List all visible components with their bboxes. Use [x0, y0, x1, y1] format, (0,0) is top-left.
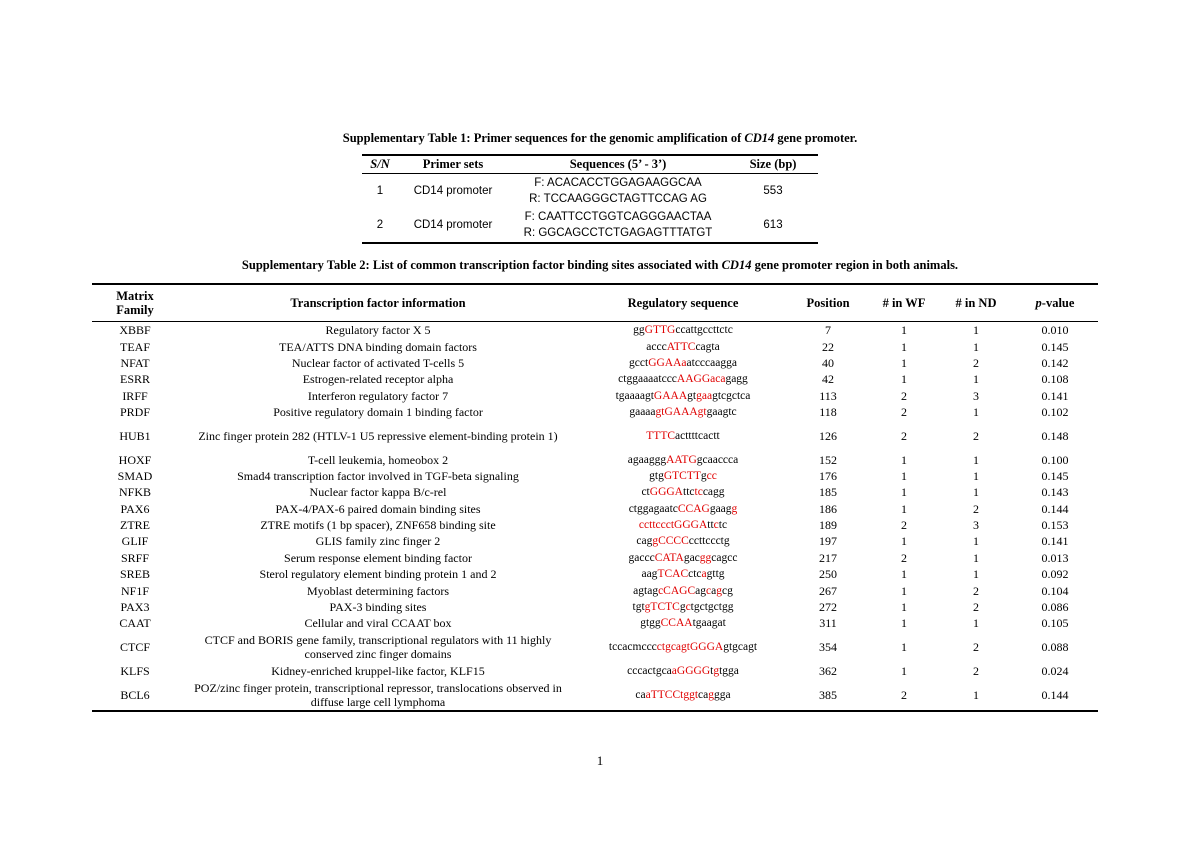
forward-primer: F: CAATTCCTGGTCAGGGAACTAA: [524, 211, 712, 223]
tf-information: Serum response element binding factor: [284, 550, 472, 565]
tfbs-row: [92, 582, 1098, 598]
header-nd: # in ND: [940, 284, 1012, 322]
p-value: 0.104: [1041, 583, 1069, 598]
sequence-core-segment: aGGGG: [671, 664, 711, 677]
sequence-core-segment: gg: [699, 551, 712, 564]
sequence-core-segment: gCCCC: [652, 535, 689, 548]
position: 362: [819, 663, 837, 678]
primer-size: 613: [728, 208, 818, 243]
regulatory-sequence: [578, 468, 788, 484]
matrix-family: NFAT: [120, 355, 150, 370]
sequence-core-segment: aTTCCtggt: [645, 688, 699, 701]
sequence-segment: ccattgccttctc: [675, 324, 733, 337]
sequence-segment: cagcc: [711, 551, 738, 564]
p-value: 0.108: [1041, 372, 1069, 387]
regulatory-sequence: [578, 517, 788, 533]
count-wf: 1: [901, 567, 907, 582]
header-pvalue-rest: -value: [1041, 296, 1075, 310]
matrix-family: CTCF: [119, 640, 150, 655]
sequence-segment: cag: [636, 535, 653, 548]
table2-caption-suffix: gene promoter region in both animals.: [751, 258, 959, 272]
table1-caption-prefix: Supplementary Table 1: Primer sequences for the genomic amplification of: [342, 131, 745, 145]
sequence-core-segment: GAAA: [653, 389, 688, 402]
count-wf: 1: [901, 339, 907, 354]
regulatory-sequence: [578, 663, 788, 679]
count-wf: 1: [901, 501, 907, 516]
reverse-primer: R: TCCAAGGGCTAGTTCCAG AG: [529, 193, 707, 205]
sequence-segment: gga: [713, 688, 731, 701]
reverse-primer: R: GGCAGCCTCTGAGAGTTTATGT: [523, 227, 713, 239]
tf-information: Nuclear factor of activated T-cells 5: [291, 355, 465, 370]
regulatory-sequence: [578, 404, 788, 420]
count-wf: 1: [901, 640, 907, 655]
header-position: Position: [788, 284, 868, 322]
tf-information: Sterol regulatory element binding protein 1 and 2: [259, 567, 497, 582]
sequence-core-segment: TCAC: [657, 568, 689, 581]
tfbs-row: [92, 371, 1098, 387]
p-value: 0.142: [1041, 355, 1069, 370]
sequence-segment: gcct: [629, 356, 649, 369]
sequence-core-segment: g: [713, 664, 720, 677]
matrix-family: ZTRE: [120, 518, 150, 533]
header-primer-sets: Primer sets: [398, 155, 508, 174]
sequence-core-segment: gtGAAAgt: [655, 406, 707, 419]
count-wf: 1: [901, 583, 907, 598]
sequence-segment: gt: [687, 389, 697, 402]
p-value: 0.013: [1041, 550, 1069, 565]
matrix-family: ESRR: [119, 372, 150, 387]
p-value: 0.141: [1041, 534, 1069, 549]
matrix-family: GLIF: [121, 534, 149, 549]
tfbs-row: [92, 420, 1098, 451]
sequence-core-segment: GGGA: [674, 519, 708, 532]
sequence-segment: gagg: [725, 373, 748, 386]
sequence-segment: ca: [635, 688, 646, 701]
position: 185: [819, 485, 837, 500]
primer-set-name: CD14 promoter: [398, 208, 508, 243]
count-nd: 1: [973, 567, 979, 582]
header-wf: # in WF: [868, 284, 940, 322]
position: 272: [819, 600, 837, 615]
header-sn: S/N: [362, 155, 398, 174]
sequence-segment: gaaaa: [629, 406, 656, 419]
matrix-family: SRFF: [120, 550, 150, 565]
count-wf: 1: [901, 355, 907, 370]
sequence-segment: accc: [646, 340, 667, 353]
matrix-family: TEAF: [120, 339, 150, 354]
p-value: 0.024: [1041, 663, 1069, 678]
count-nd: 1: [973, 372, 979, 387]
sequence-core-segment: g: [731, 502, 738, 515]
sequence-core-segment: gaa: [696, 389, 713, 402]
regulatory-sequence: [578, 679, 788, 711]
page-number: 1: [596, 753, 604, 768]
primer-size: 553: [763, 185, 783, 197]
count-nd: 1: [973, 616, 979, 631]
sequence-segment: agaaggg: [627, 453, 667, 466]
tfbs-row: [92, 322, 1098, 339]
sequence-segment: tgaaaagt: [615, 389, 654, 402]
tf-information: GLIS family zinc finger 2: [315, 534, 441, 549]
tf-information: Zinc finger protein 282 (HTLV-1 U5 repressive element-binding protein 1): [198, 428, 558, 443]
regulatory-sequence: [578, 388, 788, 404]
primer-row: [362, 208, 818, 243]
sequence-core-segment: ctgcagtGGGA: [656, 641, 724, 654]
regulatory-sequence: [578, 501, 788, 517]
table2-caption: [0, 258, 1200, 273]
matrix-family: NFKB: [118, 485, 151, 500]
primer-table: [362, 154, 818, 244]
position: 186: [819, 501, 837, 516]
p-value: 0.092: [1041, 567, 1069, 582]
tf-information: Cellular and viral CCAAT box: [304, 616, 452, 631]
sequence-core-segment: AATG: [666, 453, 697, 466]
sequence-core-segment: GGGA: [649, 486, 683, 499]
position: 42: [822, 372, 834, 387]
position: 217: [819, 550, 837, 565]
count-nd: 1: [973, 339, 979, 354]
table2-caption-prefix: Supplementary Table 2: List of common transcription factor binding sites associated with: [241, 258, 722, 272]
count-wf: 1: [901, 452, 907, 467]
sequence-segment: tccacmccc: [608, 641, 657, 654]
sequence-segment: ctc: [688, 568, 702, 581]
tf-information: T-cell leukemia, homeobox 2: [307, 452, 449, 467]
matrix-family: NF1F: [120, 583, 149, 598]
count-wf: 1: [901, 468, 907, 483]
tfbs-row: [92, 632, 1098, 663]
sequence-core-segment: g: [708, 688, 714, 701]
sequence-segment: cagta: [695, 340, 720, 353]
regulatory-sequence: [578, 420, 788, 451]
table1-caption-suffix: gene promoter.: [774, 131, 858, 145]
primer-sn: 2: [362, 208, 398, 243]
tfbs-table-header: [92, 284, 1098, 322]
count-nd: 1: [973, 550, 979, 565]
tfbs-row: [92, 599, 1098, 615]
sequence-segment: gac: [683, 551, 700, 564]
tf-information: Smad4 transcription factor involved in TGF-beta signaling: [237, 468, 519, 483]
count-nd: 1: [973, 452, 979, 467]
primer-sequences: [508, 208, 728, 243]
sequence-core-segment: c: [685, 601, 691, 614]
position: 267: [819, 583, 837, 598]
position: 118: [819, 405, 837, 420]
header-family-line1: Matrix: [116, 289, 154, 303]
regulatory-sequence: [578, 484, 788, 500]
regulatory-sequence: [578, 582, 788, 598]
count-nd: 3: [973, 388, 979, 403]
sequence-segment: gttg: [706, 568, 725, 581]
sequence-core-segment: AAGGaca: [676, 373, 726, 386]
tfbs-row: [92, 533, 1098, 549]
p-value: 0.145: [1041, 468, 1069, 483]
tfbs-row: [92, 663, 1098, 679]
sequence-segment: gaccc: [628, 551, 655, 564]
header-regulatory-sequence: Regulatory sequence: [578, 284, 788, 322]
sequence-core-segment: ATTC: [666, 340, 696, 353]
tf-information: POZ/zinc finger protein, transcriptional repressor, translocations observed in diffuse large cell lymphoma: [178, 679, 578, 711]
sequence-core-segment: GTTG: [644, 324, 676, 337]
tf-information: Interferon regulatory factor 7: [307, 388, 449, 403]
position: 152: [819, 452, 837, 467]
count-nd: 3: [973, 518, 979, 533]
sequence-segment: gaag: [709, 502, 732, 515]
position: 7: [825, 323, 831, 338]
count-nd: 1: [973, 323, 979, 338]
sequence-segment: gg: [633, 324, 645, 337]
count-nd: 1: [973, 468, 979, 483]
count-wf: 2: [901, 405, 907, 420]
tfbs-row: [92, 451, 1098, 467]
regulatory-sequence: [578, 615, 788, 631]
position: 250: [819, 567, 837, 582]
count-nd: 1: [973, 485, 979, 500]
matrix-family: BCL6: [92, 679, 178, 711]
sequence-core-segment: GTCTT: [663, 469, 701, 482]
tfbs-row: [92, 679, 1098, 711]
sequence-core-segment: a: [701, 568, 707, 581]
sequence-core-segment: cc: [706, 469, 717, 482]
matrix-family: PRDF: [119, 405, 151, 420]
sequence-segment: tt: [707, 519, 714, 532]
count-wf: 2: [901, 388, 907, 403]
p-value: 0.148: [1041, 428, 1069, 443]
count-nd: 2: [973, 428, 979, 443]
position: 113: [819, 388, 837, 403]
p-value: 0.145: [1041, 339, 1069, 354]
tfbs-row: [92, 501, 1098, 517]
count-wf: 1: [901, 534, 907, 549]
sequence-segment: gtgcagt: [723, 641, 758, 654]
sequence-core-segment: TTTC: [646, 429, 676, 442]
sequence-segment: gtgg: [640, 617, 661, 630]
count-nd: 1: [940, 679, 1012, 711]
regulatory-sequence: [578, 451, 788, 467]
tfbs-row: [92, 566, 1098, 582]
sequence-segment: acttttcactt: [675, 429, 720, 442]
sequence-core-segment: CATA: [654, 551, 684, 564]
p-value: 0.144: [1012, 679, 1098, 711]
tfbs-row: [92, 355, 1098, 371]
primer-sn: 1: [376, 185, 384, 197]
sequence-segment: ca: [698, 688, 709, 701]
tfbs-row: [92, 388, 1098, 404]
regulatory-sequence: [578, 371, 788, 387]
tfbs-table: [92, 283, 1098, 712]
count-wf: 1: [901, 485, 907, 500]
matrix-family: HUB1: [119, 428, 151, 443]
sequence-core-segment: c: [706, 584, 712, 597]
sequence-segment: agtag: [633, 584, 659, 597]
tfbs-row: [92, 468, 1098, 484]
count-wf: 2: [901, 550, 907, 565]
position: 40: [822, 355, 834, 370]
sequence-segment: g: [700, 469, 707, 482]
p-value: 0.143: [1041, 485, 1069, 500]
count-nd: 2: [973, 640, 979, 655]
matrix-family: CAAT: [119, 616, 151, 631]
p-value: 0.144: [1041, 501, 1069, 516]
table1-caption: [0, 131, 1200, 146]
position: 189: [819, 518, 837, 533]
regulatory-sequence: [578, 566, 788, 582]
p-value: 0.141: [1041, 388, 1069, 403]
header-tf-info: Transcription factor information: [178, 284, 578, 322]
sequence-segment: gtg: [649, 469, 664, 482]
primer-set-name: CD14 promoter: [413, 185, 493, 197]
sequence-core-segment: GGAAa: [648, 356, 687, 369]
position: 385: [788, 679, 868, 711]
tf-information: PAX-3 binding sites: [329, 600, 427, 615]
sequence-segment: tgga: [719, 664, 739, 677]
table2-caption-gene: CD14: [721, 258, 752, 272]
position: 197: [819, 534, 837, 549]
tf-information: Positive regulatory domain 1 binding factor: [273, 405, 483, 420]
tf-information: Myoblast determining factors: [307, 583, 449, 598]
p-value: 0.100: [1041, 452, 1069, 467]
matrix-family: HOXF: [118, 452, 152, 467]
tfbs-row: [92, 615, 1098, 631]
header-matrix-family: [92, 284, 178, 322]
count-nd: 2: [973, 663, 979, 678]
count-nd: 2: [973, 583, 979, 598]
sequence-segment: aag: [641, 568, 658, 581]
header-family-line2: Family: [116, 303, 154, 317]
tfbs-row: [92, 404, 1098, 420]
p-value: 0.088: [1041, 640, 1069, 655]
sequence-segment: cg: [721, 584, 733, 597]
tf-information: Nuclear factor kappa B/c-rel: [309, 485, 447, 500]
matrix-family: XBBF: [119, 323, 151, 338]
count-nd: 2: [973, 600, 979, 615]
sequence-segment: ctggaaaatccc: [618, 373, 677, 386]
header-size: Size (bp): [728, 155, 818, 174]
sequence-core-segment: g: [716, 584, 722, 597]
sequence-segment: ctggagaatc: [628, 502, 678, 515]
tf-information: Kidney-enriched kruppel-like factor, KLF15: [271, 663, 485, 678]
sequence-core-segment: c: [713, 519, 719, 532]
sequence-segment: gaagtc: [706, 406, 737, 419]
matrix-family: PAX3: [120, 600, 150, 615]
sequence-segment: t: [710, 664, 714, 677]
sequence-core-segment: CCAG: [677, 502, 710, 515]
sequence-core-segment: gTCTC: [644, 601, 680, 614]
p-value: 0.010: [1041, 323, 1069, 338]
regulatory-sequence: [578, 355, 788, 371]
sequence-core-segment: tc: [694, 486, 703, 499]
sequence-segment: ttc: [683, 486, 695, 499]
sequence-segment: tgt: [632, 601, 645, 614]
tfbs-row: [92, 484, 1098, 500]
sequence-core-segment: cCAGC: [658, 584, 696, 597]
count-wf: 1: [901, 600, 907, 615]
count-wf: 2: [901, 428, 907, 443]
regulatory-sequence: [578, 632, 788, 663]
position: 311: [819, 616, 837, 631]
position: 176: [819, 468, 837, 483]
primer-row: [362, 174, 818, 209]
tf-information: Estrogen-related receptor alpha: [302, 372, 454, 387]
matrix-family: IRFF: [122, 388, 148, 403]
matrix-family: KLFS: [120, 663, 150, 678]
tf-information: PAX-4/PAX-6 paired domain binding sites: [275, 501, 481, 516]
forward-primer: F: ACACACCTGGAGAAGGCAA: [534, 177, 702, 189]
sequence-segment: a: [711, 584, 717, 597]
count-nd: 2: [973, 355, 979, 370]
tf-information: CTCF and BORIS gene family, transcriptional regulators with 11 highly conserved zinc finger domains: [204, 633, 552, 662]
position: 354: [819, 640, 837, 655]
sequence-segment: cccactgca: [627, 664, 672, 677]
p-value: 0.102: [1041, 405, 1069, 420]
tfbs-row: [92, 517, 1098, 533]
sequence-segment: gcaaccca: [696, 453, 739, 466]
p-value: 0.153: [1041, 518, 1069, 533]
regulatory-sequence: [578, 533, 788, 549]
count-wf: 1: [901, 323, 907, 338]
sequence-segment: ct: [641, 486, 650, 499]
sequence-segment: atcccaagga: [686, 356, 737, 369]
tfbs-row: [92, 550, 1098, 566]
matrix-family: SMAD: [117, 468, 153, 483]
count-wf: 2: [901, 518, 907, 533]
matrix-family: SREB: [119, 567, 150, 582]
count-wf: 1: [901, 663, 907, 678]
matrix-family: PAX6: [120, 501, 150, 516]
sequence-segment: ag: [695, 584, 706, 597]
primer-table-header: [362, 155, 818, 174]
tf-information: TEA/ATTS DNA binding domain factors: [279, 339, 477, 354]
table1-caption-gene: CD14: [744, 131, 775, 145]
tf-information: ZTRE motifs (1 bp spacer), ZNF658 binding site: [260, 518, 496, 533]
position: 22: [822, 339, 834, 354]
count-nd: 1: [973, 405, 979, 420]
regulatory-sequence: [578, 599, 788, 615]
count-nd: 2: [973, 501, 979, 516]
sequence-core-segment: CCAA: [660, 617, 693, 630]
p-value: 0.105: [1041, 616, 1069, 631]
header-pvalue: [1012, 284, 1098, 322]
sequence-segment: gtcgctca: [712, 389, 751, 402]
tf-information: Regulatory factor X 5: [325, 323, 431, 338]
primer-sequences: [508, 174, 728, 209]
sequence-segment: g: [679, 601, 686, 614]
p-value: 0.086: [1041, 600, 1069, 615]
sequence-segment: tc: [718, 519, 728, 532]
tfbs-row: [92, 338, 1098, 354]
count-wf: 2: [868, 679, 940, 711]
count-wf: 1: [901, 616, 907, 631]
regulatory-sequence: [578, 322, 788, 339]
header-pvalue-p: p: [1035, 296, 1042, 310]
count-wf: 1: [901, 372, 907, 387]
header-sequences: Sequences (5’ - 3’): [508, 155, 728, 174]
sequence-segment: cagg: [702, 486, 725, 499]
position: 126: [819, 428, 837, 443]
sequence-segment: tgaagat: [692, 617, 726, 630]
sequence-segment: ccttccctg: [688, 535, 730, 548]
regulatory-sequence: [578, 338, 788, 354]
count-nd: 1: [973, 534, 979, 549]
sequence-segment: tgctgctgg: [690, 601, 734, 614]
sequence-core-segment: ccttccct: [638, 519, 675, 532]
regulatory-sequence: [578, 550, 788, 566]
